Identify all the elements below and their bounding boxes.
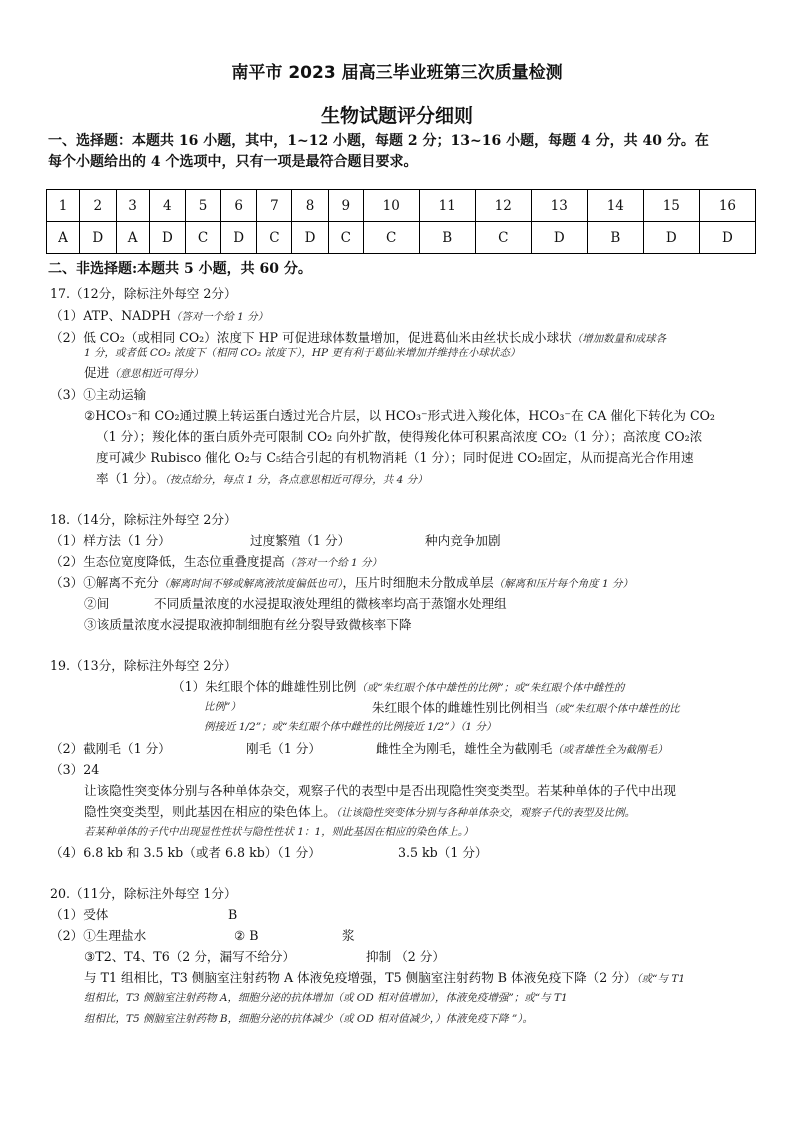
q18-part1-c: 种内竞争加剧 <box>425 533 501 548</box>
answer-cell: D <box>292 222 328 254</box>
q19-part1-note2: （或“朱红眼个体中雄性的比 <box>548 703 680 715</box>
q20-part2-c: 浆 <box>342 928 355 943</box>
q19-part3-note: （让该隐性突变体分别与各种单体杂交，观察子代的表型及比例。 <box>335 807 636 819</box>
answer-cell: D <box>221 222 257 254</box>
q20-part2-b: ② B <box>234 928 259 943</box>
q19-part4-b: 3.5 kb（1 分） <box>398 845 488 860</box>
q18-part2-answer: （2）生态位宽度降低，生态位重叠度提高 <box>50 554 285 569</box>
q18-part1-b: 过度繁殖（1 分） <box>250 533 351 548</box>
answer-cell: C <box>257 222 292 254</box>
q17-part1-answer: （1）ATP、NADPH <box>50 308 171 323</box>
q18-part3-line1 <box>50 574 633 593</box>
question-number-cell: 4 <box>149 190 185 222</box>
q17-part2-note: （增加数量和成球各 <box>571 333 667 345</box>
question-number-cell: 16 <box>699 190 755 222</box>
q17-part2-note-line2: 1 分，或者低 CO₂ 浓度下（相同 CO₂ 浓度下），HP 更有利于葛仙米增加并维持在小球状态） <box>84 347 521 359</box>
q19-part3-note-cont: 若某种单体的子代中出现显性性状与隐性性状 1：1，则此基因在相应的染色体上。） <box>84 826 474 838</box>
q19-part1-note2-cont: 例接近 1/2”；或“朱红眼个体中雌性的比例接近 1/2”）（1 分） <box>204 721 497 733</box>
section1-heading-line1: 一、选择题：本题共 16 小题，其中，1~12 小题，每题 2 分；13~16 小题，每题 4 分，共 40 分。在 <box>48 133 709 149</box>
q17-part3-end: 率（1 分）。 <box>96 471 165 486</box>
answer-cell: C <box>363 222 419 254</box>
q20-part2-e: 抑制 （2 分） <box>366 949 445 964</box>
q19-part2-b: 刚毛（1 分） <box>246 741 321 756</box>
q19-part4-a: （4）6.8 kb 和 3.5 kb（或者 6.8 kb）（1 分） <box>50 845 321 860</box>
q20-part1-a: （1）受体 <box>50 907 109 922</box>
q17-heading: 17.（12分，除标注外每空 2分） <box>50 286 237 301</box>
q19-part1-answer1: （1）朱红眼个体的雌雄性别比例 <box>172 679 357 694</box>
question-number-cell: 3 <box>116 190 149 222</box>
q20-part2-f-answer: 与 T1 组相比，T3 侧脑室注射药物 A 体液免疫增强，T5 侧脑室注射药物 B 体液免疫下降（2 分） <box>84 970 637 985</box>
question-number-cell: 2 <box>80 190 116 222</box>
question-number-cell: 12 <box>475 190 531 222</box>
question-number-cell: 8 <box>292 190 328 222</box>
question-number-cell: 9 <box>328 190 363 222</box>
question-number-cell: 14 <box>587 190 643 222</box>
q17-part3-note: （按点给分，每点 1 分，各点意思相近可得分，共 4 分） <box>164 474 428 486</box>
q17-part2-promote-note: （意思相近可得分） <box>109 368 204 380</box>
q18-part3-line2-b: 不同质量浓度的水浸提取液处理组的微核率均高于蒸馏水处理组 <box>154 596 507 611</box>
q20-heading: 20.（11分，除标注外每空 1分） <box>50 886 237 901</box>
q17-part2-promote: 促进 <box>84 365 110 380</box>
q18-part3-answer1: （3）①解离不充分 <box>50 575 159 590</box>
question-number-cell: 1 <box>47 190 80 222</box>
section2-heading: 二、非选择题:本题共 5 小题，共 60 分。 <box>48 261 312 277</box>
answer-cell: B <box>587 222 643 254</box>
document-subtitle: 生物试题评分细则 <box>320 105 473 127</box>
q19-part1-answer2: 朱红眼个体的雌雄性别比例相当 <box>372 700 549 715</box>
answer-table <box>46 189 756 254</box>
answer-cell: D <box>149 222 185 254</box>
q18-part1-a: （1）样方法（1 分） <box>50 533 171 548</box>
q17-part2-line3 <box>84 364 204 383</box>
q20-part2-note-line3: 组相比，T5 侧脑室注射药物 B，细胞分泌的抗体减少（或 OD 相对值减少，）体液免疫下降 ”）。 <box>84 1013 533 1025</box>
q19-part2-c <box>376 740 668 759</box>
q18-part3-answer2: ，压片时细胞未分散成单层 <box>342 575 494 590</box>
q20-part2-note-line2: 组相比，T3 侧脑室注射药物 A，细胞分泌的抗体增加（或 OD 相对值增加），体液免疫增强”；或“与 T1 <box>84 992 568 1004</box>
q18-heading: 18.（14分，除标注外每空 2分） <box>50 512 237 527</box>
q17-part3-line4: 度可减少 Rubisco 催化 O₂与 C₅结合引起的有机物消耗（1 分）；同时促进 CO₂固定，从而提高光合作用速 <box>96 450 694 465</box>
question-number-cell: 15 <box>643 190 699 222</box>
question-number-cell: 10 <box>363 190 419 222</box>
answer-cell: C <box>328 222 363 254</box>
question-number-cell: 13 <box>531 190 587 222</box>
q20-part2-a: （2）①生理盐水 <box>50 928 147 943</box>
q19-part3-line2 <box>84 803 635 822</box>
q18-part2 <box>50 553 382 572</box>
answer-cell: D <box>643 222 699 254</box>
answer-cell: C <box>475 222 531 254</box>
q17-part3-line2: ②HCO₃⁻和 CO₂通过膜上转运蛋白透过光合片层，以 HCO₃⁻形式进入羧化体，HCO₃⁻在 CA 催化下转化为 CO₂ <box>84 408 715 423</box>
q18-part2-note: （答对一个给 1 分） <box>284 557 383 569</box>
q19-part1-line2 <box>372 699 680 718</box>
q19-part1-note1: （或“朱红眼个体中雄性的比例”；或“朱红眼个体中雌性的 <box>356 682 625 694</box>
q19-part3-count: （3）24 <box>50 762 100 777</box>
answer-cell: C <box>186 222 221 254</box>
q19-part1-note1-cont: 比例”） <box>204 701 241 713</box>
q19-part2-a: （2）截刚毛（1 分） <box>50 741 171 756</box>
q19-heading: 19.（13分，除标注外每空 2分） <box>50 658 237 673</box>
q19-part3-answer: 隐性突变类型，则此基因在相应的染色体上。 <box>84 804 336 819</box>
q18-part3-line2-a: ②间 <box>84 596 110 611</box>
answer-cell: B <box>419 222 475 254</box>
answer-cell: D <box>699 222 755 254</box>
q17-part1 <box>50 307 268 326</box>
q17-part2-answer: （2）低 CO₂（或相同 CO₂）浓度下 HP 可促进球体数量增加，促进葛仙米由丝状长成小球状 <box>50 330 572 345</box>
answer-cell: A <box>47 222 80 254</box>
document-title: 南平市 2023 届高三毕业班第三次质量检测 <box>231 63 563 83</box>
q19-part3-line1: 让该隐性突变体分别与各种单体杂交，观察子代的表型中是否出现隐性突变类型。若某种单体的子代中出现 <box>84 783 676 798</box>
q17-part3-line3: （1 分）；羧化体的蛋白质外壳可限制 CO₂ 向外扩散，使得羧化体可积累高浓度 CO₂（1 分）；高浓度 CO₂浓 <box>96 429 703 444</box>
q17-part3-line1: （3）①主动运输 <box>50 387 147 402</box>
answer-cell: A <box>116 222 149 254</box>
answer-table-number-row <box>47 190 756 222</box>
q18-part3-line3: ③该质量浓度水浸提取液抑制细胞有丝分裂导致微核率下降 <box>84 617 412 632</box>
answer-table-answer-row <box>47 222 756 254</box>
q20-part2-line4 <box>84 969 685 988</box>
question-number-cell: 11 <box>419 190 475 222</box>
q20-part1-b: B <box>228 907 238 922</box>
q18-part3-note2: （解离和压片每个角度 1 分） <box>493 578 633 590</box>
q19-part1-line1 <box>172 678 624 697</box>
answer-cell: D <box>531 222 587 254</box>
q20-part2-d: ③T2、T4、T6（2 分，漏写不给分） <box>84 949 296 964</box>
question-number-cell: 7 <box>257 190 292 222</box>
q17-part3-line5 <box>96 470 428 489</box>
answer-cell: D <box>80 222 116 254</box>
question-number-cell: 5 <box>186 190 221 222</box>
q18-part3-note1: （解离时间不够或解离液浓度偏低也可） <box>158 578 343 590</box>
section1-heading-line2: 每个小题给出的 4 个选项中，只有一项是最符合题目要求。 <box>48 154 418 170</box>
q17-part1-note: （答对一个给 1 分） <box>170 311 269 323</box>
q19-part2-c-note: （或者雄性全为截刚毛） <box>552 744 668 756</box>
q19-part2-c-answer: 雌性全为刚毛，雄性全为截刚毛 <box>376 741 553 756</box>
q20-part2-f-note: （或“与 T1 <box>636 973 686 985</box>
question-number-cell: 6 <box>221 190 257 222</box>
